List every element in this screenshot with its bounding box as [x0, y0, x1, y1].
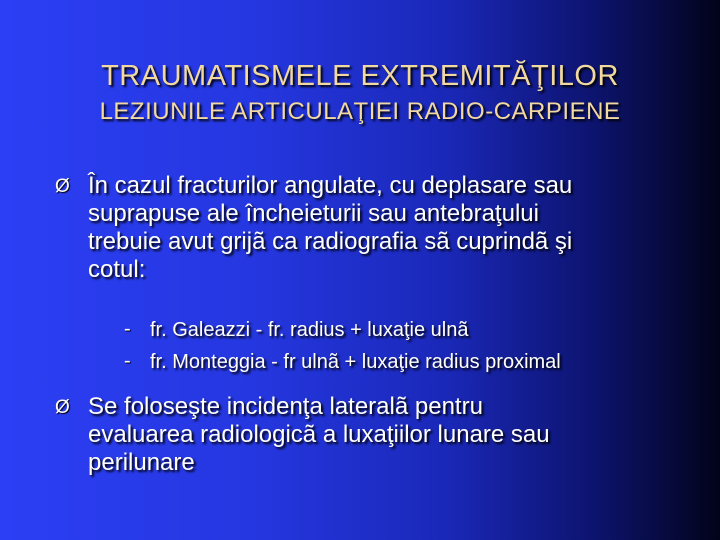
bullet-line: evaluarea radiologicã a luxaţiilor lunare sau	[88, 421, 550, 448]
bullet-line: suprapuse ale încheieturii sau antebraţului	[88, 200, 539, 227]
bullet-item	[88, 172, 688, 284]
sub-item-dash: -	[124, 318, 131, 340]
bullet-item	[88, 393, 688, 477]
bullet-line: Se foloseşte incidenţa lateralã pentru	[88, 393, 483, 420]
sub-item: fr. Monteggia - fr ulnã + luxaţie radius proximal	[150, 351, 561, 373]
slide-title: TRAUMATISMELE EXTREMITĂŢILOR	[101, 60, 619, 92]
bullet-arrow-icon: Ø	[55, 397, 70, 418]
slide-subtitle: LEZIUNILE ARTICULAŢIEI RADIO-CARPIENE	[99, 98, 621, 125]
bullet-arrow-icon: Ø	[55, 176, 70, 197]
sub-item: fr. Galeazzi - fr. radius + luxaţie ulnã	[150, 319, 469, 341]
bullet-line: cotul:	[88, 256, 146, 283]
bullet-line: În cazul fracturilor angulate, cu deplasare sau	[88, 172, 573, 199]
sub-item-dash: -	[124, 350, 131, 372]
bullet-line: perilunare	[88, 449, 195, 476]
bullet-line: trebuie avut grijã ca radiografia sã cuprindã şi	[88, 228, 573, 255]
